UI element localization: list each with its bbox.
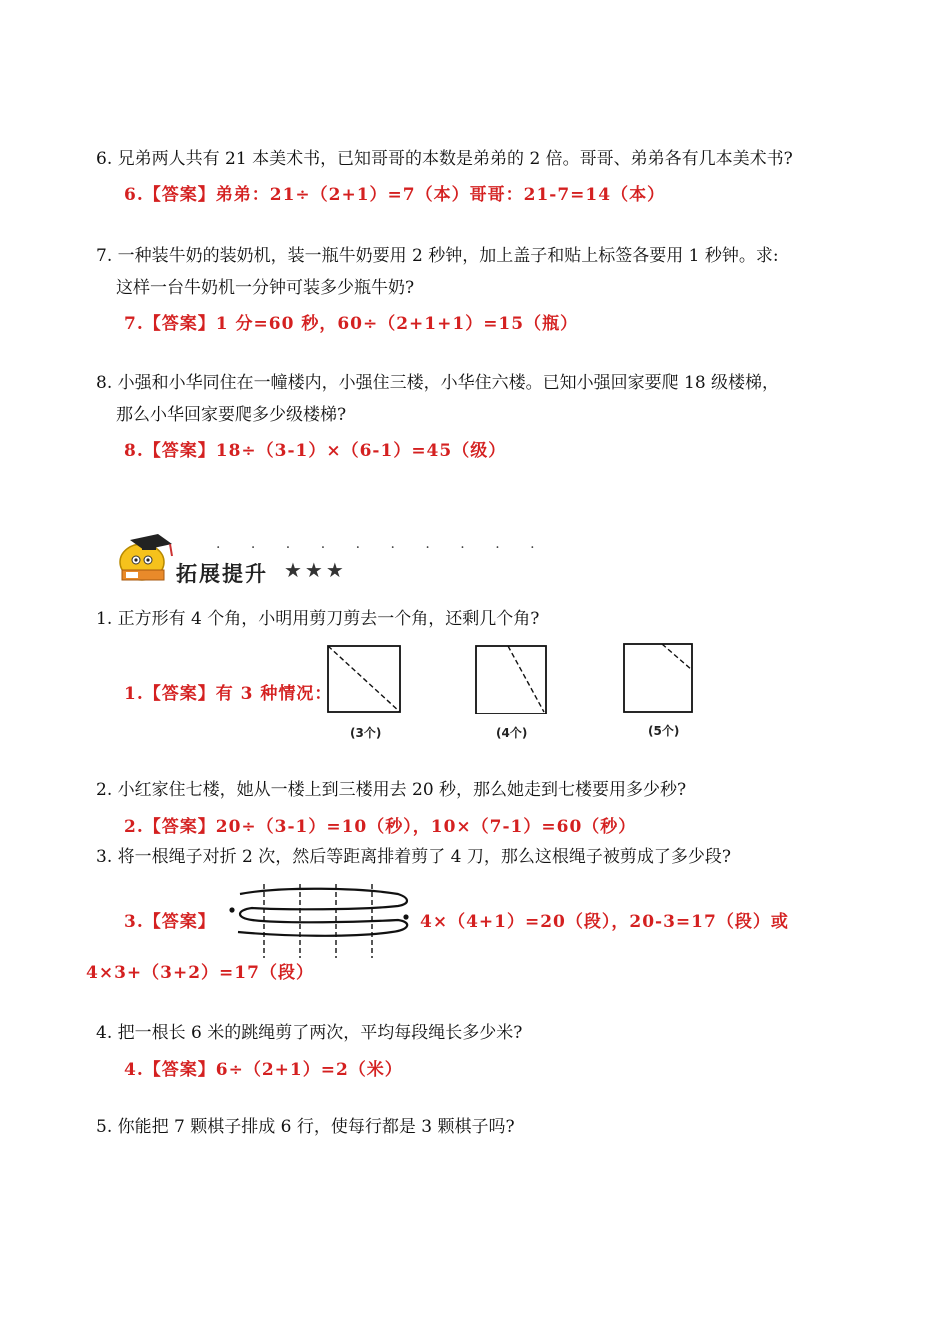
mascot-icon: [112, 528, 176, 584]
ext-question-5: 5. 你能把 7 颗棋子排成 6 行，使每行都是 3 颗棋子吗?: [96, 1117, 515, 1137]
banner-dots: · · · · · · · · · ·: [216, 540, 548, 556]
caption-1: (3个): [350, 726, 382, 740]
banner-stars: ★★★: [284, 558, 347, 582]
folded-rope-figure: [222, 880, 418, 962]
question-7-line1: 7. 一种装牛奶的装奶机，装一瓶牛奶要用 2 秒钟，加上盖子和贴上标签各要用 1 秒钟。求:: [96, 246, 779, 266]
question-8-line2: 那么小华回家要爬多少级楼梯?: [116, 405, 347, 425]
ext-question-4: 4. 把一根长 6 米的跳绳剪了两次，平均每段绳长多少米?: [96, 1023, 523, 1043]
ext-answer-2: 2.【答案】20÷（3-1）=10（秒），10×（7-1）=60（秒）: [124, 817, 637, 837]
ext-answer-3-part1: 4×（4+1）=20（段），20-3=17（段）或: [420, 912, 789, 932]
banner-title: 拓展提升: [176, 562, 268, 586]
square-cut-figure-1: [326, 644, 406, 714]
question-6: 6. 兄弟两人共有 21 本美术书，已知哥哥的本数是弟弟的 2 倍。哥哥、弟弟各有几本美术书?: [96, 149, 793, 169]
caption-3: (5个): [648, 724, 680, 738]
ext-question-3: 3. 将一根绳子对折 2 次，然后等距离排着剪了 4 刀，那么这根绳子被剪成了多少段?: [96, 847, 731, 867]
ext-answer-4: 4.【答案】6÷（2+1）=2（米）: [124, 1060, 403, 1080]
caption-2: (4个): [496, 726, 528, 740]
square-cut-figure-3: [622, 642, 702, 714]
square-cut-figure-2: [474, 644, 554, 714]
answer-6: 6.【答案】弟弟：21÷（2+1）=7（本）哥哥：21-7=14（本）: [124, 185, 666, 205]
answer-7: 7.【答案】1 分=60 秒，60÷（2+1+1）=15（瓶）: [124, 314, 579, 334]
ext-answer-3-part2: 4×3+（3+2）=17（段）: [86, 963, 314, 983]
question-8-line1: 8. 小强和小华同住在一幢楼内，小强住三楼，小华住六楼。已知小强回家要爬 18 级楼梯，: [96, 373, 780, 393]
ext-question-1: 1. 正方形有 4 个角，小明用剪刀剪去一个角，还剩几个角?: [96, 609, 540, 629]
ext-answer-3-prefix: 3.【答案】: [124, 912, 216, 932]
question-7-line2: 这样一台牛奶机一分钟可装多少瓶牛奶?: [116, 278, 415, 298]
answer-8: 8.【答案】18÷（3-1）×（6-1）=45（级）: [124, 441, 507, 461]
ext-answer-1: 1.【答案】有 3 种情况：: [124, 684, 333, 704]
ext-question-2: 2. 小红家住七楼，她从一楼上到三楼用去 20 秒，那么她走到七楼要用多少秒?: [96, 780, 687, 800]
